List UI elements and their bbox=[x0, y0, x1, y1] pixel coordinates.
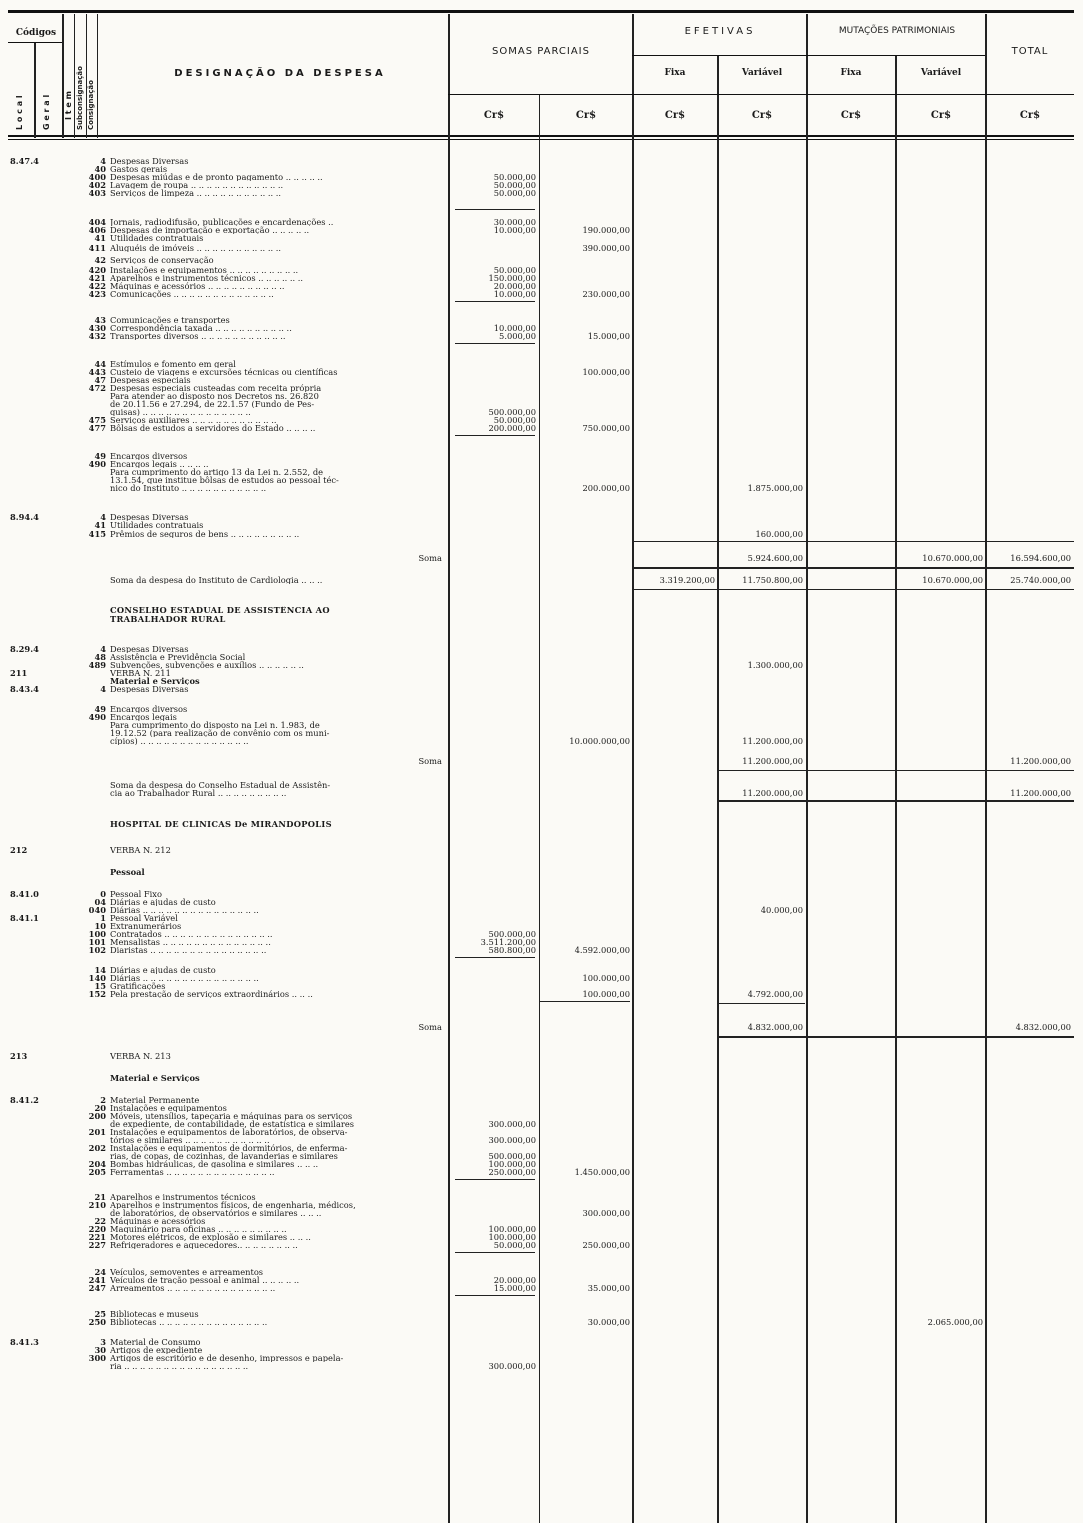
row-description: Assistência e Previdência Social bbox=[110, 653, 246, 662]
row-description: de 20.11.56 e 27.294, de 22.1.57 (Fundo de Pes- bbox=[110, 400, 315, 409]
row-item-code: 490 bbox=[88, 712, 106, 722]
row-item-code: 4 bbox=[100, 156, 106, 166]
row-item-code: 40 bbox=[94, 164, 106, 174]
row-description: Custeio de viagens e excursões técnicas ou científicas bbox=[110, 368, 338, 377]
row-description: VERBA N. 212 bbox=[110, 846, 171, 855]
row-description: de laboratórios, de observatórios e similares .. .. .. bbox=[110, 1209, 322, 1218]
row-amount-sp2: 1.450.000,00 bbox=[574, 1167, 630, 1177]
row-description: rias, de copas, de cozinhas, de lavanderias e similares bbox=[110, 1152, 338, 1161]
row-amount-sp1: 50.000,00 bbox=[493, 415, 536, 425]
row-amount-sp1: 100.000,00 bbox=[488, 1159, 536, 1169]
col-line-ef bbox=[806, 14, 808, 1523]
row-description: Encargos diversos bbox=[110, 452, 188, 461]
row-item-code: 3 bbox=[100, 1337, 106, 1347]
row-description: Subvenções, subvenções e auxílios .. .. .. .. .. .. bbox=[110, 661, 304, 670]
somas-parciais-heading: SOMAS PARCIAIS bbox=[492, 46, 590, 57]
row-description: Refrigeradores e aquecedores.. .. .. .. .. .. .. .. bbox=[110, 1241, 298, 1250]
row-description: Soma da despesa do Conselho Estadual de Assistên- bbox=[110, 781, 331, 790]
row-item-code: 14 bbox=[94, 965, 106, 975]
efetivas-variavel-heading: Variável bbox=[741, 68, 783, 78]
row-description: TRABALHADOR RURAL bbox=[110, 615, 226, 624]
mutacoes-heading: MUTAÇÕES PATRIMONIAIS bbox=[838, 26, 956, 36]
row-item-code: 205 bbox=[88, 1167, 106, 1177]
row-item-code: 220 bbox=[88, 1224, 106, 1234]
row-item-code: 24 bbox=[94, 1267, 106, 1277]
efetivas-heading: EFETIVAS bbox=[684, 26, 756, 37]
subtotal-rule bbox=[455, 1295, 535, 1296]
row-amount-ev: 40.000,00 bbox=[760, 905, 803, 915]
row-amount-sp2: 4.592.000,00 bbox=[574, 945, 630, 955]
codigos-underline bbox=[8, 42, 62, 43]
row-description: Despesas de importação e exportação .. .. .. .. .. bbox=[110, 226, 310, 235]
row-amount-tot: 16.594.600,00 bbox=[1010, 553, 1071, 563]
row-description: Veículos de tração pessoal e animal .. .. .. .. .. bbox=[110, 1276, 300, 1285]
row-amount-sp2: 100.000,00 bbox=[582, 973, 630, 983]
subtotal-rule bbox=[717, 800, 1074, 802]
currency-mu-var: Cr$ bbox=[930, 110, 952, 121]
row-item-code: 47 bbox=[94, 375, 106, 385]
row-description: Serviços de conservação bbox=[110, 256, 214, 265]
row-local-code: 8.41.2 bbox=[10, 1095, 39, 1105]
row-description: Para cumprimento do disposto na Lei n. 1.983, de bbox=[110, 721, 320, 730]
row-amount-sp1: 10.000,00 bbox=[493, 323, 536, 333]
row-amount-sp1: 30.000,00 bbox=[493, 217, 536, 227]
row-amount-sp1: 100.000,00 bbox=[488, 1232, 536, 1242]
row-description: Diaristas .. .. .. .. .. .. .. .. .. .. .. .. .. .. .. bbox=[110, 946, 267, 955]
row-amount-mv: 2.065.000,00 bbox=[927, 1317, 983, 1327]
row-description: Para cumprimento do artigo 13 da Lei n. 2.552, de bbox=[110, 468, 324, 477]
efetivas-underline bbox=[632, 55, 985, 56]
col-line-mu-mid bbox=[895, 56, 897, 1523]
row-amount-sp1: 300.000,00 bbox=[488, 1119, 536, 1129]
fixa-underline bbox=[632, 94, 1074, 95]
row-local-code: 8.29.4 bbox=[10, 644, 39, 654]
row-amount-tot: 11.200.000,00 bbox=[1010, 756, 1071, 766]
efetivas-fixa-heading: Fixa bbox=[664, 68, 686, 78]
row-amount-sp2: 390.000,00 bbox=[582, 243, 630, 253]
local-heading: L o c a l bbox=[15, 95, 24, 130]
row-amount-tot: 25.740.000,00 bbox=[1010, 575, 1071, 585]
subtotal-rule bbox=[717, 1003, 805, 1004]
row-amount-tot: 4.832.000,00 bbox=[1015, 1022, 1071, 1032]
row-description: Despesas especiais bbox=[110, 376, 191, 385]
subtotal-rule bbox=[455, 343, 535, 344]
row-description: Utilidades contratuais bbox=[110, 234, 204, 243]
row-amount-sp2: 750.000,00 bbox=[582, 423, 630, 433]
row-local-code: 211 bbox=[10, 668, 28, 678]
row-item-code: 41 bbox=[94, 520, 106, 530]
row-local-code: 212 bbox=[10, 845, 28, 855]
currency-ef-var: Cr$ bbox=[751, 110, 773, 121]
row-amount-sp1: 200.000,00 bbox=[488, 423, 536, 433]
row-description: Máquinas e acessórios bbox=[110, 1217, 206, 1226]
row-description: Ferramentas .. .. .. .. .. .. .. .. .. .. .. .. .. .. bbox=[110, 1168, 275, 1177]
subtotal-rule bbox=[455, 209, 535, 210]
row-amount-mv: 10.670.000,00 bbox=[922, 575, 983, 585]
somas-underline bbox=[448, 94, 632, 95]
row-description: Encargos legais bbox=[110, 713, 177, 722]
row-amount-ef: 3.319.200,00 bbox=[659, 575, 715, 585]
row-description: Comunicações .. .. .. .. .. .. .. .. .. .. .. .. .. bbox=[110, 290, 274, 299]
row-item-code: 2 bbox=[100, 1095, 106, 1105]
row-item-code: 402 bbox=[88, 180, 106, 190]
row-item-code: 250 bbox=[88, 1317, 106, 1327]
row-item-code: 48 bbox=[94, 652, 106, 662]
row-item-code: 415 bbox=[88, 529, 106, 539]
row-item-code: 430 bbox=[88, 323, 106, 333]
top-rule bbox=[8, 10, 1074, 13]
row-description: Soma bbox=[418, 554, 442, 563]
row-amount-sp1: 20.000,00 bbox=[493, 1275, 536, 1285]
row-item-code: 227 bbox=[88, 1240, 106, 1250]
row-description: Pessoal Fixo bbox=[110, 890, 162, 899]
row-description: Transportes diversos .. .. .. .. .. .. .. .. .. .. .. bbox=[110, 332, 286, 341]
row-description: Jornais, radiodifusão, publicações e encardenações .. bbox=[110, 218, 334, 227]
row-description: Bôlsas de estudos a servidores do Estado .. .. .. .. bbox=[110, 424, 316, 433]
row-description: Extranumerários bbox=[110, 922, 182, 931]
row-amount-sp2: 100.000,00 bbox=[582, 989, 630, 999]
subconsignacao-heading: Subconsignação bbox=[76, 66, 84, 130]
subtotal-rule bbox=[455, 301, 535, 302]
row-description: Despesas miúdas e de pronto pagamento .. .. .. .. .. bbox=[110, 173, 323, 182]
row-amount-ev: 11.200.000,00 bbox=[742, 736, 803, 746]
row-description: Prêmios de seguros de bens .. .. .. .. .. .. .. .. .. bbox=[110, 530, 300, 539]
row-item-code: 42 bbox=[94, 255, 106, 265]
row-amount-sp2: 190.000,00 bbox=[582, 225, 630, 235]
row-description: Diárias e ajudas de custo bbox=[110, 966, 216, 975]
row-description: Artigos de escritório e de desenho, impressos e papela- bbox=[110, 1354, 344, 1363]
row-amount-sp1: 500.000,00 bbox=[488, 407, 536, 417]
row-description: Encargos legais .. .. .. .. bbox=[110, 460, 209, 469]
row-local-code: 213 bbox=[10, 1051, 28, 1061]
designacao-heading: DESIGNAÇÃO DA DESPESA bbox=[174, 68, 386, 79]
row-amount-ev: 1.300.000,00 bbox=[747, 660, 803, 670]
row-amount-sp1: 500.000,00 bbox=[488, 1151, 536, 1161]
row-description: Para atender ao disposto nos Decretos ns. 26.820 bbox=[110, 392, 319, 401]
row-amount-sp1: 20.000,00 bbox=[493, 281, 536, 291]
row-description: Móveis, utensílios, tapeçaria e máquinas para os serviços bbox=[110, 1112, 353, 1121]
row-description: Soma bbox=[418, 757, 442, 766]
row-item-code: 0 bbox=[100, 889, 106, 899]
row-item-code: 04 bbox=[94, 897, 106, 907]
row-description: Soma bbox=[418, 1023, 442, 1032]
subtotal-rule bbox=[455, 1252, 535, 1253]
row-description: Material de Consumo bbox=[110, 1338, 201, 1347]
col-line-somas bbox=[632, 14, 634, 1523]
row-item-code: 247 bbox=[88, 1283, 106, 1293]
row-item-code: 1 bbox=[100, 913, 106, 923]
row-amount-sp1: 50.000,00 bbox=[493, 188, 536, 198]
row-description: Serviços auxiliares .. .. .. .. .. .. .. .. .. .. .. bbox=[110, 416, 277, 425]
row-amount-sp2: 230.000,00 bbox=[582, 289, 630, 299]
subtotal-rule bbox=[632, 567, 1074, 569]
row-local-code: 8.41.0 bbox=[10, 889, 39, 899]
row-description: cípios) .. .. .. .. .. .. .. .. .. .. .. .. .. .. bbox=[110, 737, 249, 746]
row-amount-sp1: 15.000,00 bbox=[493, 1283, 536, 1293]
col-line-mu bbox=[985, 14, 987, 1523]
row-amount-sp1: 250.000,00 bbox=[488, 1167, 536, 1177]
row-description: Instalações e equipamentos de laboratórios, de observa- bbox=[110, 1128, 348, 1137]
row-amount-sp1: 580.800,00 bbox=[488, 945, 536, 955]
row-amount-sp2: 300.000,00 bbox=[582, 1208, 630, 1218]
row-description: Serviços de limpeza .. .. .. .. .. .. .. .. .. .. .. bbox=[110, 189, 282, 198]
subtotal-rule bbox=[540, 1001, 630, 1002]
row-amount-sp1: 50.000,00 bbox=[493, 1240, 536, 1250]
row-description: Material Permanente bbox=[110, 1096, 200, 1105]
row-description: quisas) .. .. .. .. .. .. .. .. .. .. .. .. .. .. bbox=[110, 408, 251, 417]
currency-somas-1: Cr$ bbox=[483, 110, 505, 121]
row-item-code: 49 bbox=[94, 451, 106, 461]
header-bottom-rule bbox=[8, 135, 1074, 137]
row-amount-sp1: 3.511.200,00 bbox=[480, 937, 536, 947]
subtotal-rule bbox=[455, 1179, 535, 1180]
col-line-cons bbox=[97, 14, 98, 138]
col-line-somas-mid bbox=[539, 94, 540, 1523]
codigos-heading: Códigos bbox=[15, 28, 57, 38]
row-item-code: 140 bbox=[88, 973, 106, 983]
row-description: Instalações e equipamentos bbox=[110, 1104, 227, 1113]
row-description: Lavagem de roupa .. .. .. .. .. .. .. .. .. .. .. .. bbox=[110, 181, 284, 190]
row-description: ria .. .. .. .. .. .. .. .. .. .. .. .. .. .. .. .. bbox=[110, 1362, 249, 1371]
row-item-code: 241 bbox=[88, 1275, 106, 1285]
row-description: Diárias e ajudas de custo bbox=[110, 898, 216, 907]
subtotal-rule bbox=[632, 541, 1074, 542]
total-heading: TOTAL bbox=[1011, 46, 1049, 57]
row-description: Gratificações bbox=[110, 982, 166, 991]
row-item-code: 411 bbox=[88, 243, 106, 253]
row-item-code: 22 bbox=[94, 1216, 106, 1226]
row-amount-ev: 11.750.800,00 bbox=[742, 575, 803, 585]
row-description: Aluguéis de imóveis .. .. .. .. .. .. .. .. .. .. .. bbox=[110, 244, 282, 253]
row-item-code: 040 bbox=[88, 905, 106, 915]
row-amount-sp2: 30.000,00 bbox=[587, 1317, 630, 1327]
row-description: Bombas hidráulicas, de gasolina e similares .. .. .. bbox=[110, 1160, 319, 1169]
row-item-code: 432 bbox=[88, 331, 106, 341]
header-bottom-rule-2 bbox=[8, 139, 1074, 140]
row-amount-sp2: 10.000.000,00 bbox=[569, 736, 630, 746]
currency-somas-2: Cr$ bbox=[575, 110, 597, 121]
row-amount-ev: 5.924.600,00 bbox=[747, 553, 803, 563]
row-amount-ev: 1.875.000,00 bbox=[747, 483, 803, 493]
subtotal-rule bbox=[717, 770, 1074, 771]
row-item-code: 44 bbox=[94, 359, 106, 369]
row-item-code: 43 bbox=[94, 315, 106, 325]
row-item-code: 404 bbox=[88, 217, 106, 227]
row-amount-sp1: 5.000,00 bbox=[499, 331, 536, 341]
row-description: Pessoal bbox=[110, 868, 145, 877]
row-description: Contratados .. .. .. .. .. .. .. .. .. .. .. .. .. .. bbox=[110, 930, 273, 939]
row-item-code: 406 bbox=[88, 225, 106, 235]
row-item-code: 4 bbox=[100, 684, 106, 694]
geral-heading: G e r a l bbox=[42, 94, 51, 130]
row-description: 19.12.52 (para realização de convênio com os muni- bbox=[110, 729, 330, 738]
item-heading: I t e m bbox=[64, 91, 73, 120]
row-description: Encargos diversos bbox=[110, 705, 188, 714]
row-description: Correspondência taxada .. .. .. .. .. .. .. .. .. .. bbox=[110, 324, 292, 333]
row-description: VERBA N. 211 bbox=[110, 669, 171, 678]
row-amount-sp2: 35.000,00 bbox=[587, 1283, 630, 1293]
row-amount-sp1: 10.000,00 bbox=[493, 289, 536, 299]
row-amount-sp1: 100.000,00 bbox=[488, 1224, 536, 1234]
row-amount-mv: 10.670.000,00 bbox=[922, 553, 983, 563]
row-description: Motores elétricos, de explosão e similares .. .. .. bbox=[110, 1233, 311, 1242]
row-description: tórios e similares .. .. .. .. .. .. .. .. .. .. .. bbox=[110, 1136, 270, 1145]
mutacoes-variavel-heading: Variável bbox=[920, 68, 962, 78]
row-description: Despesas especiais custeadas com receita própria bbox=[110, 384, 322, 393]
row-item-code: 403 bbox=[88, 188, 106, 198]
row-description: Instalações e equipamentos .. .. .. .. .. .. .. .. .. bbox=[110, 266, 299, 275]
row-amount-sp1: 300.000,00 bbox=[488, 1361, 536, 1371]
col-line-desig bbox=[448, 14, 450, 1523]
row-description: Veículos, semoventes e arreamentos bbox=[110, 1268, 264, 1277]
col-line-item bbox=[74, 14, 75, 138]
row-description: 13.1.54, que institue bôlsas de estudos ao pessoal téc- bbox=[110, 476, 339, 485]
row-item-code: 201 bbox=[88, 1127, 106, 1137]
row-item-code: 221 bbox=[88, 1232, 106, 1242]
currency-total: Cr$ bbox=[1019, 110, 1041, 121]
row-description: Soma da despesa do Instituto de Cardiologia .. .. .. bbox=[110, 576, 323, 585]
row-amount-ev: 160.000,00 bbox=[755, 529, 803, 539]
row-description: Gastos gerais bbox=[110, 165, 168, 174]
mutacoes-fixa-heading: Fixa bbox=[840, 68, 862, 78]
row-item-code: 490 bbox=[88, 459, 106, 469]
row-item-code: 15 bbox=[94, 981, 106, 991]
row-description: Comunicações e transportes bbox=[110, 316, 230, 325]
row-item-code: 400 bbox=[88, 172, 106, 182]
row-item-code: 202 bbox=[88, 1143, 106, 1153]
row-amount-tot: 11.200.000,00 bbox=[1010, 788, 1071, 798]
currency-mu-fixa: Cr$ bbox=[840, 110, 862, 121]
row-description: Aparelhos e instrumentos técnicos bbox=[110, 1193, 256, 1202]
row-item-code: 30 bbox=[94, 1345, 106, 1355]
row-amount-ev: 4.832.000,00 bbox=[747, 1022, 803, 1032]
row-description: Bibliotecas e museus bbox=[110, 1310, 199, 1319]
row-item-code: 204 bbox=[88, 1159, 106, 1169]
row-item-code: 477 bbox=[88, 423, 106, 433]
row-item-code: 443 bbox=[88, 367, 106, 377]
row-amount-sp1: 500.000,00 bbox=[488, 929, 536, 939]
row-description: Pela prestação de serviços extraordinários .. .. .. bbox=[110, 990, 313, 999]
row-description: Aparelhos e instrumentos técnicos .. .. .. .. .. .. bbox=[110, 274, 304, 283]
row-description: Máquinas e acessórios .. .. .. .. .. .. .. .. .. .. bbox=[110, 282, 285, 291]
row-description: Artigos de expediente bbox=[110, 1346, 203, 1355]
row-description: Diárias .. .. .. .. .. .. .. .. .. .. .. .. .. .. .. bbox=[110, 906, 259, 915]
row-description: cia ao Trabalhador Rural .. .. .. .. .. .. .. .. .. bbox=[110, 789, 287, 798]
row-description: Maquinário para oficinas .. .. .. .. .. .. .. .. .. bbox=[110, 1225, 287, 1234]
row-item-code: 472 bbox=[88, 383, 106, 393]
row-amount-sp1: 150.000,00 bbox=[488, 273, 536, 283]
row-local-code: 8.41.1 bbox=[10, 913, 39, 923]
row-item-code: 210 bbox=[88, 1200, 106, 1210]
row-item-code: 10 bbox=[94, 921, 106, 931]
row-item-code: 423 bbox=[88, 289, 106, 299]
row-amount-sp2: 15.000,00 bbox=[587, 331, 630, 341]
row-description: nico do Instituto .. .. .. .. .. .. .. .. .. .. .. bbox=[110, 484, 267, 493]
row-local-code: 8.41.3 bbox=[10, 1337, 39, 1347]
currency-ef-fixa: Cr$ bbox=[664, 110, 686, 121]
row-item-code: 200 bbox=[88, 1111, 106, 1121]
row-description: Aparelhos e instrumentos físicos, de engenharia, médicos, bbox=[110, 1201, 356, 1210]
subtotal-rule bbox=[455, 957, 535, 958]
row-item-code: 102 bbox=[88, 945, 106, 955]
row-amount-sp1: 50.000,00 bbox=[493, 265, 536, 275]
row-item-code: 475 bbox=[88, 415, 106, 425]
row-local-code: 8.94.4 bbox=[10, 512, 39, 522]
row-amount-sp1: 300.000,00 bbox=[488, 1135, 536, 1145]
row-description: Diárias .. .. .. .. .. .. .. .. .. .. .. .. .. .. .. bbox=[110, 974, 259, 983]
row-amount-sp1: 10.000,00 bbox=[493, 225, 536, 235]
subtotal-rule bbox=[717, 1036, 1074, 1038]
row-amount-sp1: 50.000,00 bbox=[493, 172, 536, 182]
row-description: Despesas Diversas bbox=[110, 157, 189, 166]
row-description: CONSELHO ESTADUAL DE ASSISTÊNCIA AO bbox=[110, 606, 330, 615]
row-description: Arreamentos .. .. .. .. .. .. .. .. .. .. .. .. .. .. bbox=[110, 1284, 276, 1293]
row-amount-sp2: 250.000,00 bbox=[582, 1240, 630, 1250]
row-description: Despesas Diversas bbox=[110, 685, 189, 694]
row-item-code: 4 bbox=[100, 644, 106, 654]
row-amount-ev: 11.200.000,00 bbox=[742, 756, 803, 766]
row-description: VERBA N. 213 bbox=[110, 1052, 171, 1061]
row-amount-sp2: 200.000,00 bbox=[582, 483, 630, 493]
row-amount-ev: 11.200.000,00 bbox=[742, 788, 803, 798]
row-item-code: 21 bbox=[94, 1192, 106, 1202]
row-item-code: 489 bbox=[88, 660, 106, 670]
row-description: Despesas Diversas bbox=[110, 645, 189, 654]
row-description: Mensalistas .. .. .. .. .. .. .. .. .. .. .. .. .. .. bbox=[110, 938, 271, 947]
row-description: HOSPITAL DE CLÍNICAS De MIRANDÓPOLIS bbox=[110, 820, 332, 829]
row-item-code: 152 bbox=[88, 989, 106, 999]
row-description: Material e Serviços bbox=[110, 677, 200, 686]
row-item-code: 101 bbox=[88, 937, 106, 947]
row-amount-sp1: 50.000,00 bbox=[493, 180, 536, 190]
row-description: Bibliotecas .. .. .. .. .. .. .. .. .. .. .. .. .. .. bbox=[110, 1318, 268, 1327]
row-local-code: 8.47.4 bbox=[10, 156, 39, 166]
subtotal-rule bbox=[632, 589, 1074, 590]
row-description: Despesas Diversas bbox=[110, 513, 189, 522]
row-item-code: 4 bbox=[100, 512, 106, 522]
row-item-code: 25 bbox=[94, 1309, 106, 1319]
row-item-code: 100 bbox=[88, 929, 106, 939]
row-description: Utilidades contratuais bbox=[110, 521, 204, 530]
consignacao-heading: Consignação bbox=[87, 80, 95, 130]
row-item-code: 300 bbox=[88, 1353, 106, 1363]
row-item-code: 420 bbox=[88, 265, 106, 275]
row-item-code: 49 bbox=[94, 704, 106, 714]
row-amount-sp2: 100.000,00 bbox=[582, 367, 630, 377]
row-description: Estímulos e fomento em geral bbox=[110, 360, 236, 369]
row-item-code: 421 bbox=[88, 273, 106, 283]
row-amount-ev: 4.792.000,00 bbox=[747, 989, 803, 999]
subtotal-rule bbox=[455, 435, 535, 436]
row-item-code: 41 bbox=[94, 233, 106, 243]
row-item-code: 422 bbox=[88, 281, 106, 291]
row-local-code: 8.43.4 bbox=[10, 684, 39, 694]
row-item-code: 20 bbox=[94, 1103, 106, 1113]
row-description: Material e Serviços bbox=[110, 1074, 200, 1083]
row-description: Pessoal Variável bbox=[110, 914, 178, 923]
row-description: Instalações e equipamentos de dormitórios, de enferma- bbox=[110, 1144, 348, 1153]
row-description: de expediente, de contabilidade, de estatística e similares bbox=[110, 1120, 355, 1129]
col-line-local bbox=[34, 42, 36, 138]
